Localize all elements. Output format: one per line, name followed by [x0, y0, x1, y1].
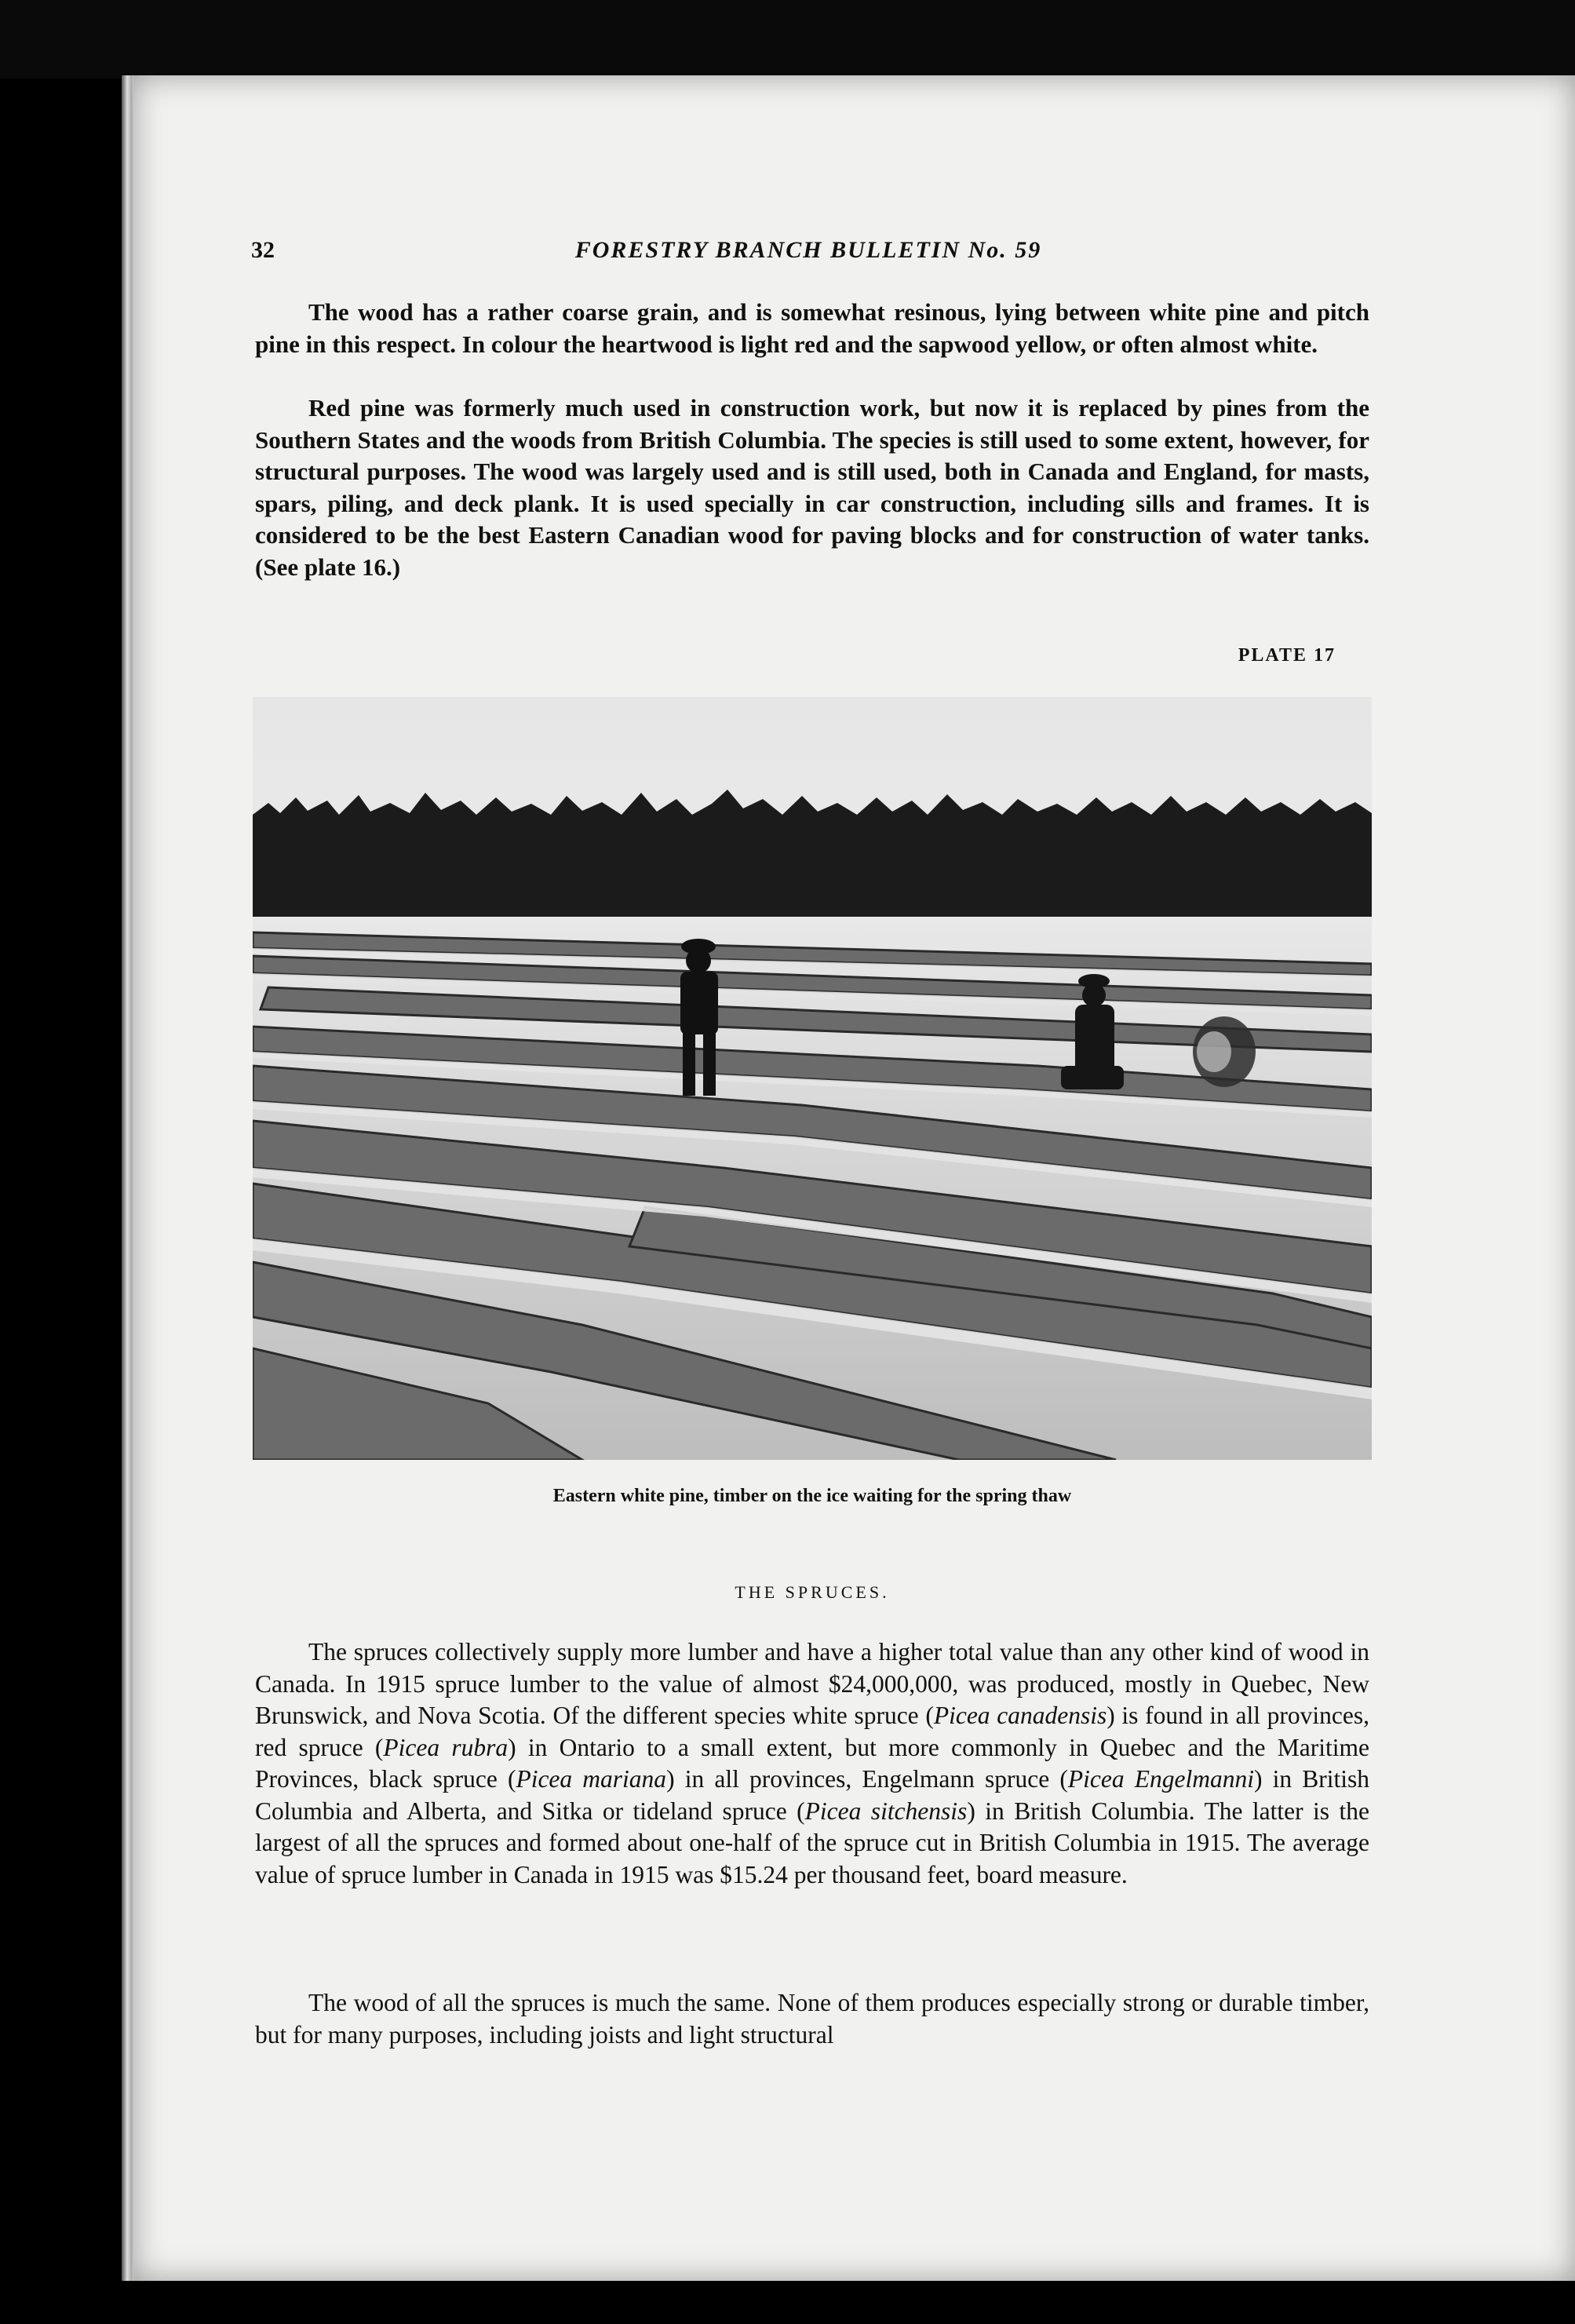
paragraph-red-pine-grain: The wood has a rather coarse grain, and is somewhat resinous, lying between white pine and pitch pine in this respect. In colour the heartwood is light red and the sapwood yellow, or often almost white. [255, 298, 1369, 358]
text-run: ) in British Columbia and Alberta, and Sitka or tideland spruce ( [255, 1765, 1369, 1825]
plate-label: PLATE 17 [1238, 645, 1336, 666]
page-number: 32 [251, 237, 275, 263]
text-run: The spruces collectively supply more lumber and have a higher total value than any other kind of wood in Canada. In 1915 spruce lumber to the value of almost $24,000,000, was produced, mostly in Quebec, New Brunswick, and Nova Scotia. Of the different species white spruce ( [255, 1638, 1369, 1729]
paragraph-spruces-overview [255, 1636, 1369, 1891]
latin-name: Picea canadensis [933, 1702, 1107, 1729]
paragraph-red-pine-uses: Red pine was formerly much used in construction work, but now it is replaced by pines from the Southern States and the woods from British Columbia. The species is still used to some extent, however, for structural purposes. The wood was largely used and is still used, both in Canada and England, for masts, spars, piling, and deck plank. It is used specially in car construction, including sills and frames. It is considered to be the best Eastern Canadian wood for paving blocks and for construction of water tanks. (See plate 16.) [255, 394, 1369, 581]
text-run: ) in Ontario to a small extent, but more commonly in Quebec and the Maritime Provinces, black spruce ( [255, 1733, 1369, 1793]
running-title: FORESTRY BRANCH BULLETIN No. 59 [574, 237, 1042, 263]
latin-name: Picea sitchensis [804, 1797, 968, 1825]
text-run: ) in all provinces, Engelmann spruce ( [666, 1765, 1068, 1793]
text-run: ) in British Columbia. The latter is the largest of all the spruces and formed about one-half of the spruce cut in British Columbia in 1915. The average value of spruce lumber in Canada in 1915 was $15.24 per thousand feet, board measure. [255, 1797, 1370, 1888]
plate-photograph [253, 697, 1372, 1460]
latin-name: Picea rubra [383, 1733, 509, 1761]
section-heading: THE SPRUCES. [735, 1582, 890, 1602]
plate-caption: Eastern white pine, timber on the ice waiting for the spring thaw [552, 1486, 1072, 1506]
scan-background [0, 0, 1575, 78]
paragraph-spruce-wood: The wood of all the spruces is much the same. None of them produces especially strong or durable timber, but for many purposes, including joists and light structural [255, 1989, 1369, 2049]
latin-name: Picea mariana [516, 1765, 667, 1793]
page-header [251, 237, 1365, 268]
text-run: ) is found in all provinces, red spruce ( [255, 1702, 1370, 1761]
latin-name: Picea Engelmanni [1067, 1765, 1254, 1793]
